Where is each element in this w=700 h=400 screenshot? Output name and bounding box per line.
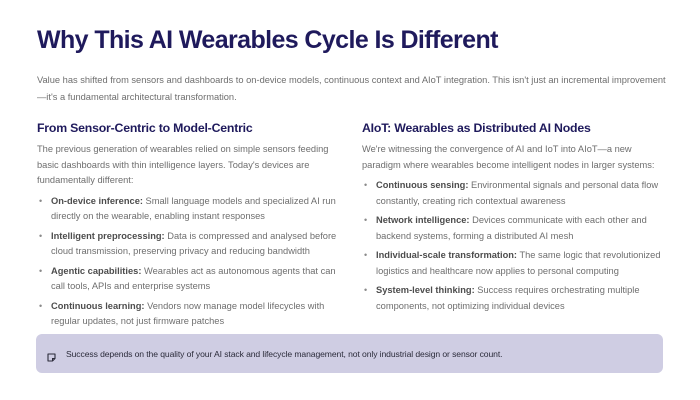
section-lead: We're witnessing the convergence of AI and IoT into AIoT—a new paradigm where wearables become intelligent nodes in larger systems: xyxy=(362,144,655,170)
bullet-icon: • xyxy=(39,230,43,241)
intro-paragraph: Value has shifted from sensors and dashboards to on-device models, continuous context and AIoT integration. This isn't just an incremental improvement—it's a fundamental architectural transformation. xyxy=(37,75,666,102)
list-item xyxy=(362,213,662,244)
bullet-icon: • xyxy=(364,285,368,295)
item-text: Devices communicate with each other and backend systems, forming a distributed AI mesh xyxy=(376,215,647,241)
item-term: Continuous sensing: xyxy=(376,180,469,190)
list-item xyxy=(362,283,662,314)
item-term: Network intelligence: xyxy=(376,215,470,225)
bullet-icon: • xyxy=(39,195,43,206)
bullet-icon: • xyxy=(364,250,368,260)
page-title: Why This AI Wearables Cycle Is Different xyxy=(37,26,498,54)
item-term: Intelligent preprocessing: xyxy=(51,230,165,241)
item-term: Individual-scale transformation: xyxy=(376,250,518,260)
section-model-centric xyxy=(37,121,337,334)
item-text: Environmental signals and personal data flow constantly, creating rich contextual awareness xyxy=(376,180,659,206)
bullet-icon: • xyxy=(364,180,368,190)
item-term: On-device inference: xyxy=(51,195,143,206)
item-term: Continuous learning: xyxy=(51,300,145,311)
item-text: Wearables act as autonomous agents that can call tools, APIs and enterprise systems xyxy=(51,265,336,291)
bullet-list xyxy=(362,178,662,314)
item-term: System-level thinking: xyxy=(376,285,475,295)
callout-box xyxy=(36,334,663,373)
bullet-list xyxy=(37,194,337,330)
list-item xyxy=(362,248,662,279)
item-term: Agentic capabilities: xyxy=(51,265,142,276)
callout-text: Success depends on the quality of your AI stack and lifecycle management, not only industrial design or sensor count. xyxy=(66,348,503,359)
section-heading: AIoT: Wearables as Distributed AI Nodes xyxy=(362,121,591,135)
list-item xyxy=(37,194,337,225)
item-text: Success requires orchestrating multiple components, not optimizing individual devices xyxy=(376,285,640,311)
section-lead: The previous generation of wearables relied on simple sensors feeding basic dashboards with thin intelligence layers. Today's devices are fundamentally different: xyxy=(37,144,329,185)
note-icon xyxy=(47,349,56,358)
item-text: Vendors now manage model lifecycles with regular updates, not just firmware patches xyxy=(51,300,325,326)
section-aiot xyxy=(362,121,662,318)
item-text: Data is compressed and analysed before cloud transmission, preserving privacy and reducing bandwidth xyxy=(51,230,337,256)
item-text: The same logic that revolutionized logistics and healthcare now applies to personal computing xyxy=(376,250,661,276)
list-item xyxy=(37,229,337,260)
list-item xyxy=(37,264,337,295)
section-heading: From Sensor-Centric to Model-Centric xyxy=(37,121,253,135)
list-item xyxy=(37,299,337,330)
list-item xyxy=(362,178,662,209)
bullet-icon: • xyxy=(39,265,43,276)
bullet-icon: • xyxy=(39,300,43,311)
bullet-icon: • xyxy=(364,215,368,225)
item-text: Small language models and specialized AI run directly on the wearable, enabling instant responses xyxy=(51,195,336,221)
